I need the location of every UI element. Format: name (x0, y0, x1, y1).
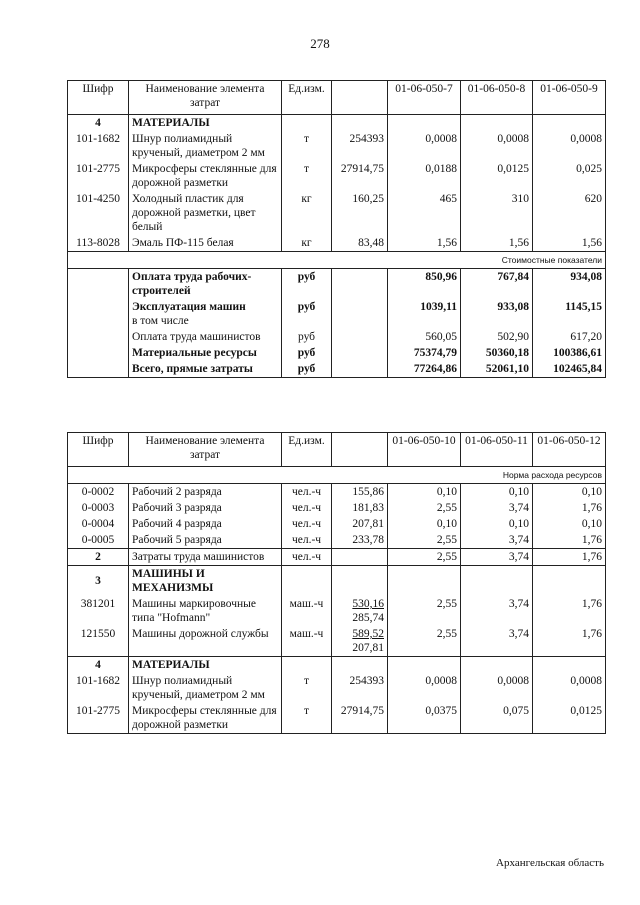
table-row: 101-4250 Холодный пластик для дорожной разметки, цвет белый кг 160,25 465 310 620 (68, 191, 606, 235)
table-row: 101-1682 Шнур полиамидный крученый, диаметром 2 мм т 254393 0,0008 0,0008 0,0008 (68, 673, 606, 703)
section-title: МАТЕРИАЛЫ (129, 657, 282, 674)
section-code: 4 (68, 657, 129, 674)
section-title: МАТЕРИАЛЫ (129, 115, 282, 132)
header-col-9: 01-06-050-9 (533, 81, 606, 115)
section-code: 4 (68, 115, 129, 132)
table-row: 0-0005 Рабочий 5 разряда чел.-ч 233,78 2,55 3,74 1,76 (68, 532, 606, 549)
cost-row-total: Всего, прямые затраты руб 77264,86 52061,10 102465,84 (68, 361, 606, 378)
cost-row: Эксплуатация машин в том числе руб 1039,11 933,08 1145,15 (68, 299, 606, 329)
header-name: Наименование элемента затрат (129, 81, 282, 115)
subheader-cost-indicators: Стоимостные показатели (68, 252, 606, 269)
table-row: 121550 Машины дорожной службы маш.-ч 589,52 207,81 2,55 3,74 1,76 (68, 626, 606, 657)
header-col-10: 01-06-050-10 (388, 433, 461, 467)
resource-table-1 (67, 80, 606, 378)
table-row: 101-1682 Шнур полиамидный крученый, диаметром 2 мм т 254393 0,0008 0,0008 0,0008 (68, 131, 606, 161)
header-col-7: 01-06-050-7 (388, 81, 461, 115)
subheader-resource-norm: Норма расхода ресурсов (68, 467, 606, 484)
cost-row: Оплата труда машинистов руб 560,05 502,90 617,20 (68, 329, 606, 345)
table-header-row (68, 433, 606, 467)
header-col-12: 01-06-050-12 (533, 433, 606, 467)
subheader-row (68, 252, 606, 269)
section-title: МАШИНЫ И МЕХАНИЗМЫ (129, 566, 282, 597)
header-code: Шифр (68, 433, 129, 467)
table-row: 0-0003 Рабочий 3 разряда чел.-ч 181,83 2,55 3,74 1,76 (68, 500, 606, 516)
footer-region: Архангельская область (496, 857, 604, 869)
table-header-row (68, 81, 606, 115)
table-row: 0-0004 Рабочий 4 разряда чел.-ч 207,81 0,10 0,10 0,10 (68, 516, 606, 532)
header-price (332, 433, 388, 467)
subheader-row (68, 467, 606, 484)
table-row: 101-2775 Микросферы стеклянные для дорожной разметки т 27914,75 0,0375 0,075 0,0125 (68, 703, 606, 734)
header-code: Шифр (68, 81, 129, 115)
header-col-8: 01-06-050-8 (461, 81, 533, 115)
table-row: 113-8028 Эмаль ПФ-115 белая кг 83,48 1,56 1,56 1,56 (68, 235, 606, 252)
cost-row: Материальные ресурсы руб 75374,79 50360,18 100386,61 (68, 345, 606, 361)
section-row-machines (68, 566, 606, 597)
section-code: 3 (68, 566, 129, 597)
section-row-materials (68, 115, 606, 132)
resource-table-2 (67, 432, 606, 734)
header-unit: Ед.изм. (282, 81, 332, 115)
header-unit: Ед.изм. (282, 433, 332, 467)
section-row-materials (68, 657, 606, 674)
table-row: 381201 Машины маркировочные типа "Hofmann" маш.-ч 530,16 285,74 2,55 3,74 1,76 (68, 596, 606, 626)
table-row: 101-2775 Микросферы стеклянные для дорожной разметки т 27914,75 0,0188 0,0125 0,025 (68, 161, 606, 191)
machinists-row: 2 Затраты труда машинистов чел.-ч 2,55 3,74 1,76 (68, 549, 606, 566)
header-price (332, 81, 388, 115)
page-number: 278 (310, 36, 330, 51)
header-name: Наименование элемента затрат (129, 433, 282, 467)
table-row: 0-0002 Рабочий 2 разряда чел.-ч 155,86 0,10 0,10 0,10 (68, 484, 606, 501)
header-col-11: 01-06-050-11 (461, 433, 533, 467)
cost-row: Оплата труда рабочих-строителей руб 850,96 767,84 934,08 (68, 269, 606, 300)
